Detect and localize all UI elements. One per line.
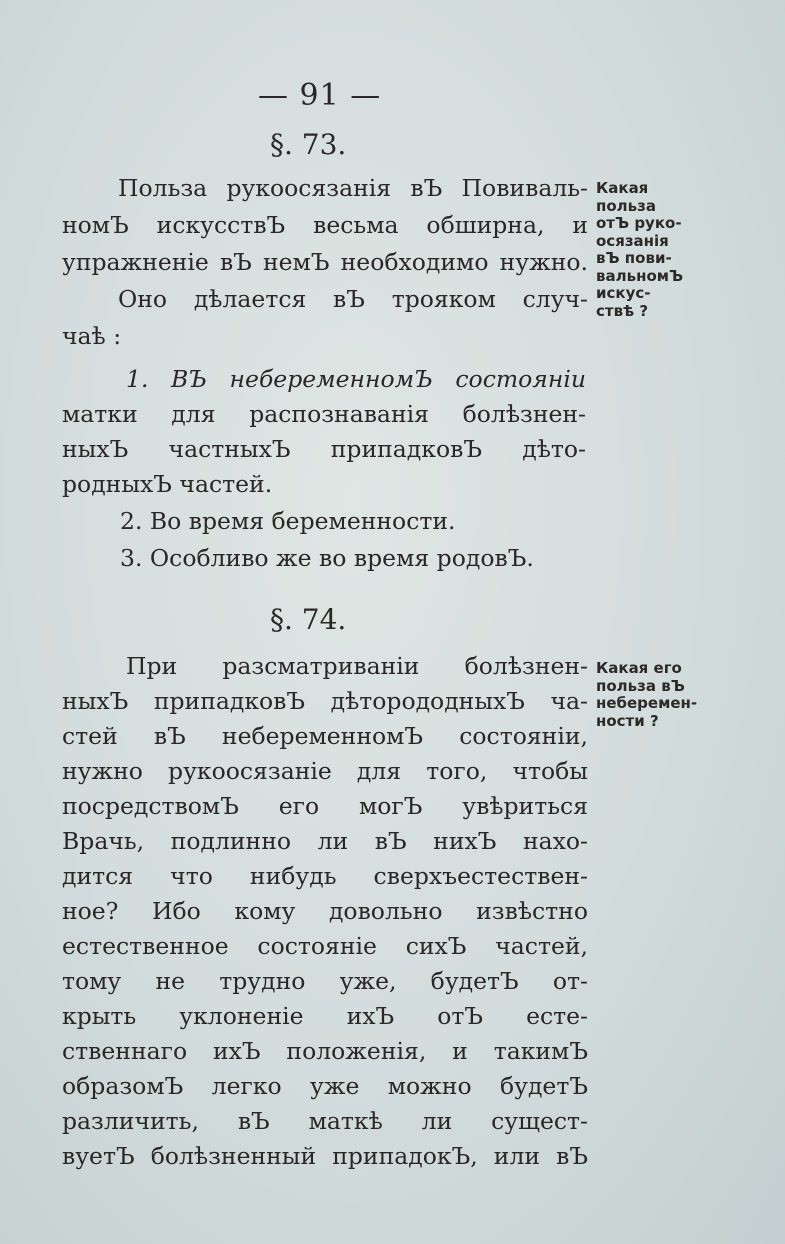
margin-note-74 [596, 660, 697, 730]
margin-note-line: осязанія [596, 231, 669, 250]
text-line: ственнаго ихЪ положенія, и такимЪ [62, 1037, 588, 1065]
text-line: естественное состояніе сихЪ частей, [62, 932, 588, 960]
text-line: матки для распознаванія болѣзнен- [62, 400, 586, 428]
margin-note-line: Какая его [596, 659, 682, 677]
text-line: посредствомЪ его могЪ увѣриться [62, 792, 588, 820]
text-line: Польза рукоосязанія вЪ Повиваль- [118, 174, 588, 202]
margin-note-line: польза [596, 196, 656, 215]
text-line: При разсматриваніи болѣзнен- [126, 652, 588, 680]
text-line: упражненіе вЪ немЪ необходимо нужно. [62, 248, 588, 276]
text-line: ное? Ибо кому довольно извѣстно [62, 897, 588, 925]
page-number: — 91 — [258, 78, 382, 113]
text-line: крыть уклоненіе ихЪ отЪ есте- [62, 1002, 588, 1030]
text-line: 3. Особливо же во время родовЪ. [120, 544, 534, 572]
margin-note-line: отЪ руко- [596, 214, 682, 232]
margin-note-line: неберемен- [596, 694, 698, 712]
text-line: 2. Во время беременности. [120, 507, 456, 535]
text-line: родныхЪ частей. [62, 470, 273, 498]
text-line: тому не трудно уже, будетЪ от- [62, 967, 588, 995]
text-line: вуетЪ болѣзненный припадокЪ, или вЪ [62, 1142, 588, 1170]
margin-note-line: ствѣ ? [596, 301, 649, 320]
text-line: стей вЪ небеременномЪ состояніи, [62, 722, 588, 750]
text-line: 1. ВЪ небеременномЪ состояніи [126, 365, 586, 393]
text-line: Врачь, подлинно ли вЪ нихЪ нахо- [62, 827, 588, 855]
margin-note-line: ности ? [596, 711, 659, 730]
section-heading-74: §. 74. [270, 603, 347, 636]
text-line: различить, вЪ маткѣ ли сущест- [62, 1107, 588, 1135]
margin-note-line: искус- [596, 284, 651, 302]
text-line: чаѣ : [62, 322, 122, 350]
margin-note-line: вальномЪ [596, 266, 684, 285]
text-line: Оно дѣлается вЪ трояком случ- [118, 285, 588, 313]
margin-note-line: Какая [596, 179, 649, 197]
text-line: ныхЪ припадковЪ дѣторододныхЪ ча- [62, 687, 588, 715]
text-line: нужно рукоосязаніе для того, чтобы [62, 757, 588, 785]
margin-note-line: польза вЪ [596, 676, 685, 695]
margin-note-line: вЪ пови- [596, 249, 672, 267]
text-line: ныхЪ частныхЪ припадковЪ дѣто- [62, 435, 586, 463]
text-line: дится что нибудь сверхъестествен- [62, 862, 588, 890]
section-heading-73: §. 73. [270, 128, 347, 161]
margin-note-73 [596, 180, 683, 320]
text-line: образомЪ легко уже можно будетЪ [62, 1072, 588, 1100]
text-line: номЪ искусствЪ весьма обширна, и [62, 211, 588, 239]
